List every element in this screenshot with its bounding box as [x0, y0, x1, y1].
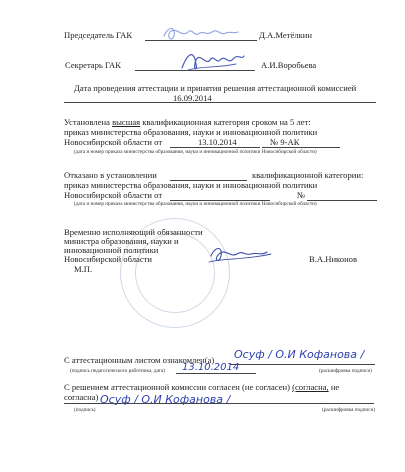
secretary-signature [178, 48, 248, 76]
agreement-handwritten-name: Осуф / О.И Кофанова / [100, 393, 231, 406]
refused-number-line [307, 200, 377, 201]
acting-name: В.А.Никонов [309, 254, 358, 264]
established-date-line [170, 147, 260, 148]
attestation-date-line [64, 102, 376, 103]
refused-line2: приказ министерства образования, науки и инновационной политики [64, 180, 318, 190]
agreement-caption-right: (расшифровка подписи) [322, 407, 375, 413]
established-category: высшая [112, 117, 141, 127]
agreement-agree-word: (согласна, [292, 382, 329, 392]
secretary-name: А.И.Воробьева [261, 60, 317, 70]
acquainted-caption-right: (расшифровка подписи) [319, 368, 372, 374]
established-number-line [262, 147, 340, 148]
refused-line1-suffix: квалификационной категории: [252, 170, 364, 180]
refused-caption: (дата и номер приказа министерства образования, науки и инновационной политики Новосибирской области) [74, 201, 317, 207]
chairman-label: Председатель ГАК [64, 30, 133, 40]
acquainted-handwritten-date: 13.10.2014 [182, 362, 240, 373]
attestation-date-value: 16.09.2014 [173, 93, 212, 103]
chairman-signature [160, 22, 240, 44]
attestation-date-label: Дата проведения аттестации и принятия решения аттестационной комиссией [74, 83, 357, 93]
agreement-caption-left: (подпись) [74, 407, 96, 413]
acting-minister-signature [205, 240, 275, 270]
acquainted-text: С аттестационным листом ознакомлен(а) [64, 355, 215, 365]
acquainted-handwritten-name: Осуф / О.И Кофанова / [234, 348, 365, 361]
agreement-line2: согласна) [64, 392, 99, 402]
established-prefix: Установлена [64, 117, 110, 127]
acquainted-caption-left: (подпись педагогического работника, дата) [70, 368, 166, 374]
acting-mp: М.П. [74, 264, 93, 274]
established-line2: приказ министерства образования, науки и инновационной политики [64, 127, 318, 137]
agreement-suffix: не [330, 382, 340, 392]
established-caption: (дата и номер приказа министерства образования, науки и инновационной политики Новосибирской области) [74, 149, 317, 155]
secretary-label: Секретарь ГАК [65, 60, 121, 70]
refused-line1-prefix: Отказано в установлении [64, 170, 157, 180]
agreement-prefix: С решением аттестационной комиссии согласен (не согласен) [64, 382, 290, 392]
refused-line3-prefix: Новосибирской области от [64, 190, 163, 200]
established-line1 [64, 117, 311, 127]
established-order-date: 13.10.2014 [198, 137, 237, 147]
established-order-number: № 9-АК [270, 137, 300, 147]
acquainted-signature-line [230, 364, 375, 365]
chairman-name: Д.А.Метёлкин [259, 30, 312, 40]
acting-line2: министра образования, науки и [64, 236, 179, 246]
agreement-line1 [64, 382, 339, 392]
established-line3-prefix: Новосибирской области от [64, 137, 163, 147]
acting-line1: Временно исполняющий обязанности [64, 227, 203, 237]
acting-line3: инновационной политики [64, 245, 159, 255]
refused-number-label: № [297, 190, 306, 200]
established-suffix: квалификационная категория сроком на 5 лет: [142, 117, 311, 127]
acquainted-date-line [176, 373, 256, 374]
acting-line4: Новосибирской области [64, 254, 153, 264]
